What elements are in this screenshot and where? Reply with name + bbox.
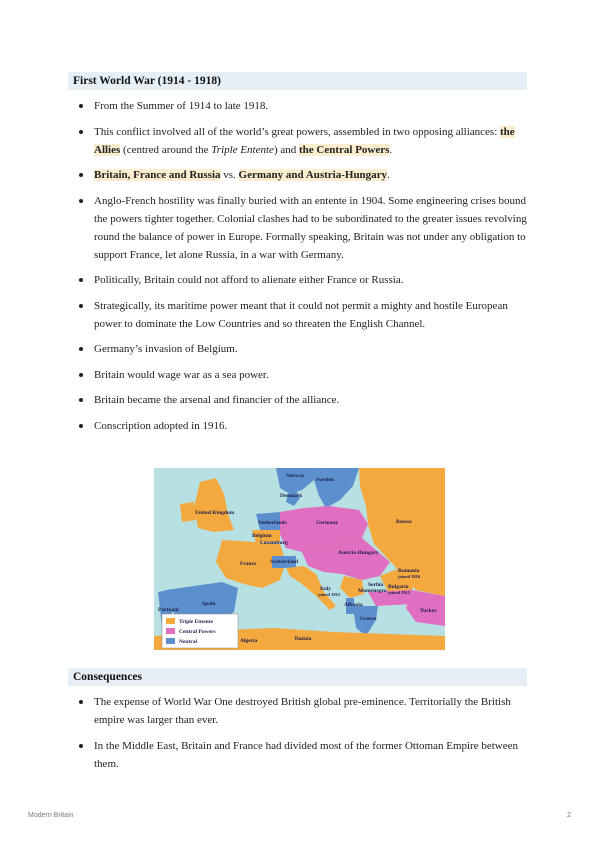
map-label-switzerland: Switzerland xyxy=(270,559,299,565)
map-label-tunisia: Tunisia xyxy=(294,636,312,642)
highlight-allies: the Allies xyxy=(94,125,515,156)
list-item: In the Middle East, Britain and France had divided most of the former Ottoman Empire between them. xyxy=(68,737,527,773)
map-label-algeria: Algeria xyxy=(240,638,258,644)
triple-entente-term: Triple Entente xyxy=(211,143,274,156)
map-label-italy-joined: joined 1915 xyxy=(318,592,341,597)
map-label-romania-joined: joined 1916 xyxy=(398,574,421,579)
europe-alliances-map xyxy=(154,468,445,650)
list-item: Strategically, its maritime power meant that it could not permit a mighty and hostile European power to dominate the Low Countries and so threaten the English Channel. xyxy=(68,297,527,333)
legend-label-neutral: Neutral xyxy=(179,639,198,645)
map-label-denmark: Denmark xyxy=(280,493,303,499)
map-label-belgium: Belgium xyxy=(252,533,272,539)
map-label-sweden: Sweden xyxy=(316,477,335,483)
list-item: From the Summer of 1914 to late 1918. xyxy=(68,97,527,115)
map-label-luxemburg: Luxemburg xyxy=(260,540,288,546)
legend-swatch-entente xyxy=(166,618,175,624)
legend-swatch-neutral xyxy=(166,638,175,644)
map-label-austria-hungary: Austria-Hungary xyxy=(338,550,379,556)
highlight-allied-nations: Britain, France and Russia xyxy=(94,169,221,181)
list-item: The expense of World War One destroyed British global pre-eminence. Territorially the British empire was larger than ever. xyxy=(68,693,527,729)
consequences-bullet-list xyxy=(68,693,527,780)
section-heading-first-world-war xyxy=(68,72,527,90)
map-label-united: United Kingdom xyxy=(195,510,235,516)
map-label-germany: Germany xyxy=(316,520,339,526)
map-label-serbia: Serbia xyxy=(368,582,384,588)
list-item: Britain became the arsenal and financier of the alliance. xyxy=(68,391,527,409)
map-legend xyxy=(162,614,238,648)
map-label-greece: Greece xyxy=(360,616,377,622)
map-label-bulgaria: Bulgaria xyxy=(388,584,409,590)
highlight-central-powers: the Central Powers xyxy=(298,143,390,156)
first-world-war-bullet-list xyxy=(68,97,527,442)
list-item: This conflict involved all of the world’s great powers, assembled in two opposing alliances: the Allies (centred around the Triple Entente) and the Central Powers. xyxy=(68,123,527,159)
map-label-france: France xyxy=(240,561,257,567)
list-item: Germany’s invasion of Belgium. xyxy=(68,340,527,358)
list-item: Anglo-French hostility was finally buried with an entente in 1904. Some engineering crises bound the powers tighter together. Colonial clashes had to be subordinated to the greater issues revolving round the balance of power in Europe. Formally speaking, Britain was not under any obligation to support France, let alone Russia, in a war with Germany. xyxy=(68,192,527,264)
map-label-albania: Albania xyxy=(344,602,363,608)
map-label-netherlands: Netherlands xyxy=(258,520,287,526)
list-item: Conscription adopted in 1916. xyxy=(68,417,527,435)
map-label-norway: Norway xyxy=(286,473,305,479)
footer-title: Modern Britain xyxy=(28,812,74,819)
page-number: 2 xyxy=(567,812,571,819)
map-label-russia: Russia xyxy=(396,519,412,525)
map-ireland xyxy=(180,502,196,522)
map-label-portugal: Portugal xyxy=(158,607,179,613)
section-heading-consequences xyxy=(68,668,527,686)
section-heading-text: First World War (1914 - 1918) xyxy=(73,75,221,87)
legend-label-central: Central Powers xyxy=(179,629,216,635)
legend-label-entente: Triple Entente xyxy=(179,619,213,625)
list-item: Politically, Britain could not afford to alienate either France or Russia. xyxy=(68,271,527,289)
legend-swatch-central xyxy=(166,628,175,634)
section-heading-text: Consequences xyxy=(73,671,143,683)
highlight-central-nations: Germany and Austria-Hungary xyxy=(238,169,388,181)
map-label-spain: Spain xyxy=(202,601,216,607)
map-label-romania: Romania xyxy=(398,568,420,574)
map-label-italy: Italy xyxy=(320,586,331,592)
list-item: Britain would wage war as a sea power. xyxy=(68,366,527,384)
list-item: Britain, France and Russia vs. Germany and Austria-Hungary. xyxy=(68,166,527,184)
map-label-montenegro: Montenegro xyxy=(358,588,387,594)
map-label-turkey: Turkey xyxy=(420,608,437,614)
map-label-bulgaria-joined: joined 1915 xyxy=(388,590,411,595)
